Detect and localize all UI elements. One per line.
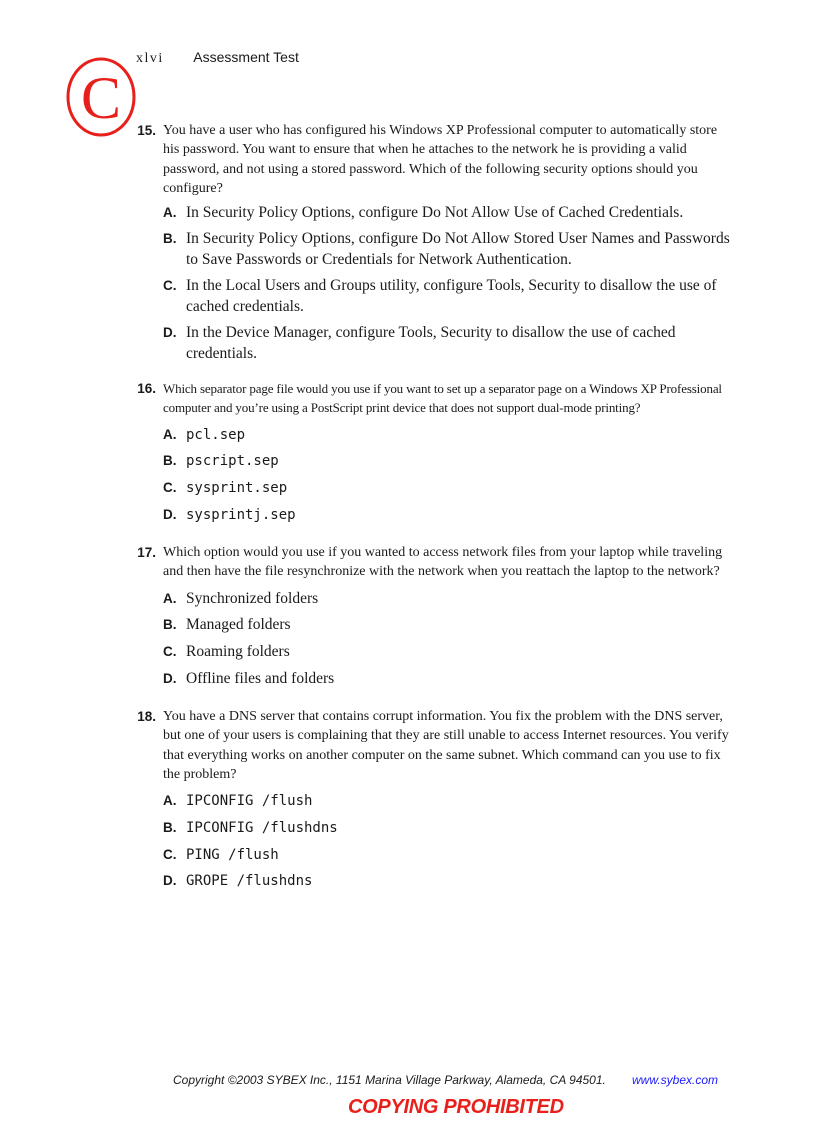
question-text: Which option would you use if you wanted to access network files from your laptop while traveling and then have the file resynchronize with the network when you reattach the laptop to the network? [163, 545, 723, 580]
answer-option-c [163, 475, 734, 502]
seal-letter: C [80, 65, 122, 131]
copying-prohibited-warning: COPYING PROHIBITED [348, 1096, 564, 1118]
question-18 [134, 707, 734, 895]
question-17 [134, 543, 734, 692]
option-text: pscript.sep [186, 453, 279, 470]
option-letter: B. [163, 231, 177, 247]
option-letter: B. [163, 819, 177, 835]
answer-option-d [163, 666, 734, 693]
option-letter: B. [163, 617, 177, 633]
option-text: sysprint.sep [186, 479, 288, 496]
option-text: In Security Policy Options, configure Do Not Allow Use of Cached Credentials. [186, 204, 684, 222]
answer-option-c [163, 639, 734, 666]
answer-option-c [163, 842, 734, 869]
answer-option-a [163, 202, 734, 223]
answer-option-a [163, 586, 734, 613]
option-letter: B. [163, 453, 177, 469]
sybex-website-link[interactable]: www.sybex.com [632, 1073, 719, 1087]
question-number: 17. [137, 545, 156, 561]
option-text: Synchronized folders [186, 589, 319, 607]
copyright-notice: Copyright ©2003 SYBEX Inc., 1151 Marina Village Parkway, Alameda, CA 94501. [173, 1073, 606, 1087]
question-number: 16. [137, 381, 156, 397]
option-text: pcl.sep [186, 426, 246, 443]
answer-option-d [163, 868, 734, 895]
answer-option-b [163, 448, 734, 475]
option-letter: D. [163, 325, 177, 341]
option-letter: D. [163, 506, 177, 522]
answer-option-a [163, 788, 734, 815]
option-letter: D. [163, 670, 177, 686]
option-text: PING /flush [186, 846, 279, 863]
question-15 [134, 121, 734, 364]
question-text: You have a DNS server that contains corrupt information. You fix the problem with the DNS server, but one of your users is complaining that they are still unable to access Internet resources. You verify that everything works on another computer on the same subnet. Which command can you use to fix the problem? [163, 709, 729, 783]
option-letter: A. [163, 590, 177, 606]
answer-options [163, 422, 734, 528]
option-text: GROPE /flushdns [186, 873, 313, 890]
answer-option-c [163, 275, 734, 317]
question-16 [134, 379, 734, 528]
option-text: In the Local Users and Groups utility, configure Tools, Security to disallow the use of cached credentials. [186, 277, 717, 316]
option-letter: C. [163, 846, 177, 862]
option-letter: A. [163, 205, 177, 221]
question-text: Which separator page file would you use if you want to set up a separator page on a Windows XP Professional computer and you’re using a PostScript print device that does not support dual-mode printing? [163, 381, 722, 416]
option-letter: A. [163, 793, 177, 809]
page-number: xlvi [136, 51, 164, 66]
page-header [136, 48, 299, 68]
option-text: sysprintj.sep [186, 506, 296, 523]
option-text: In Security Policy Options, configure Do Not Allow Stored User Names and Passwords to Save Passwords or Credentials for Network Authentication. [186, 230, 730, 269]
answer-options [163, 586, 734, 692]
option-text: IPCONFIG /flushdns [186, 819, 338, 836]
option-letter: D. [163, 873, 177, 889]
answer-option-d [163, 502, 734, 529]
option-text: IPCONFIG /flush [186, 793, 313, 810]
answer-option-d [163, 322, 734, 364]
option-letter: C. [163, 278, 177, 294]
option-letter: A. [163, 426, 177, 442]
answer-option-b [163, 228, 734, 270]
option-letter: C. [163, 479, 177, 495]
question-text: You have a user who has configured his Windows XP Professional computer to automatically store his password. You want to ensure that when he attaches to the network he is providing a valid password, and not using a stored password. Which of the following security options should you configure? [163, 123, 718, 196]
question-number: 15. [137, 123, 156, 138]
question-number: 18. [137, 709, 156, 725]
answer-options [163, 202, 734, 364]
option-text: Managed folders [186, 616, 291, 634]
answer-options [163, 788, 734, 894]
option-letter: C. [163, 643, 177, 659]
answer-option-b [163, 612, 734, 639]
copyright-seal-icon [66, 55, 138, 137]
option-text: Roaming folders [186, 642, 290, 660]
answer-option-a [163, 422, 734, 449]
running-title: Assessment Test [193, 49, 299, 65]
option-text: In the Device Manager, configure Tools, Security to disallow the use of cached credentials. [186, 324, 676, 363]
option-text: Offline files and folders [186, 669, 335, 687]
answer-option-b [163, 815, 734, 842]
question-list [134, 121, 734, 910]
